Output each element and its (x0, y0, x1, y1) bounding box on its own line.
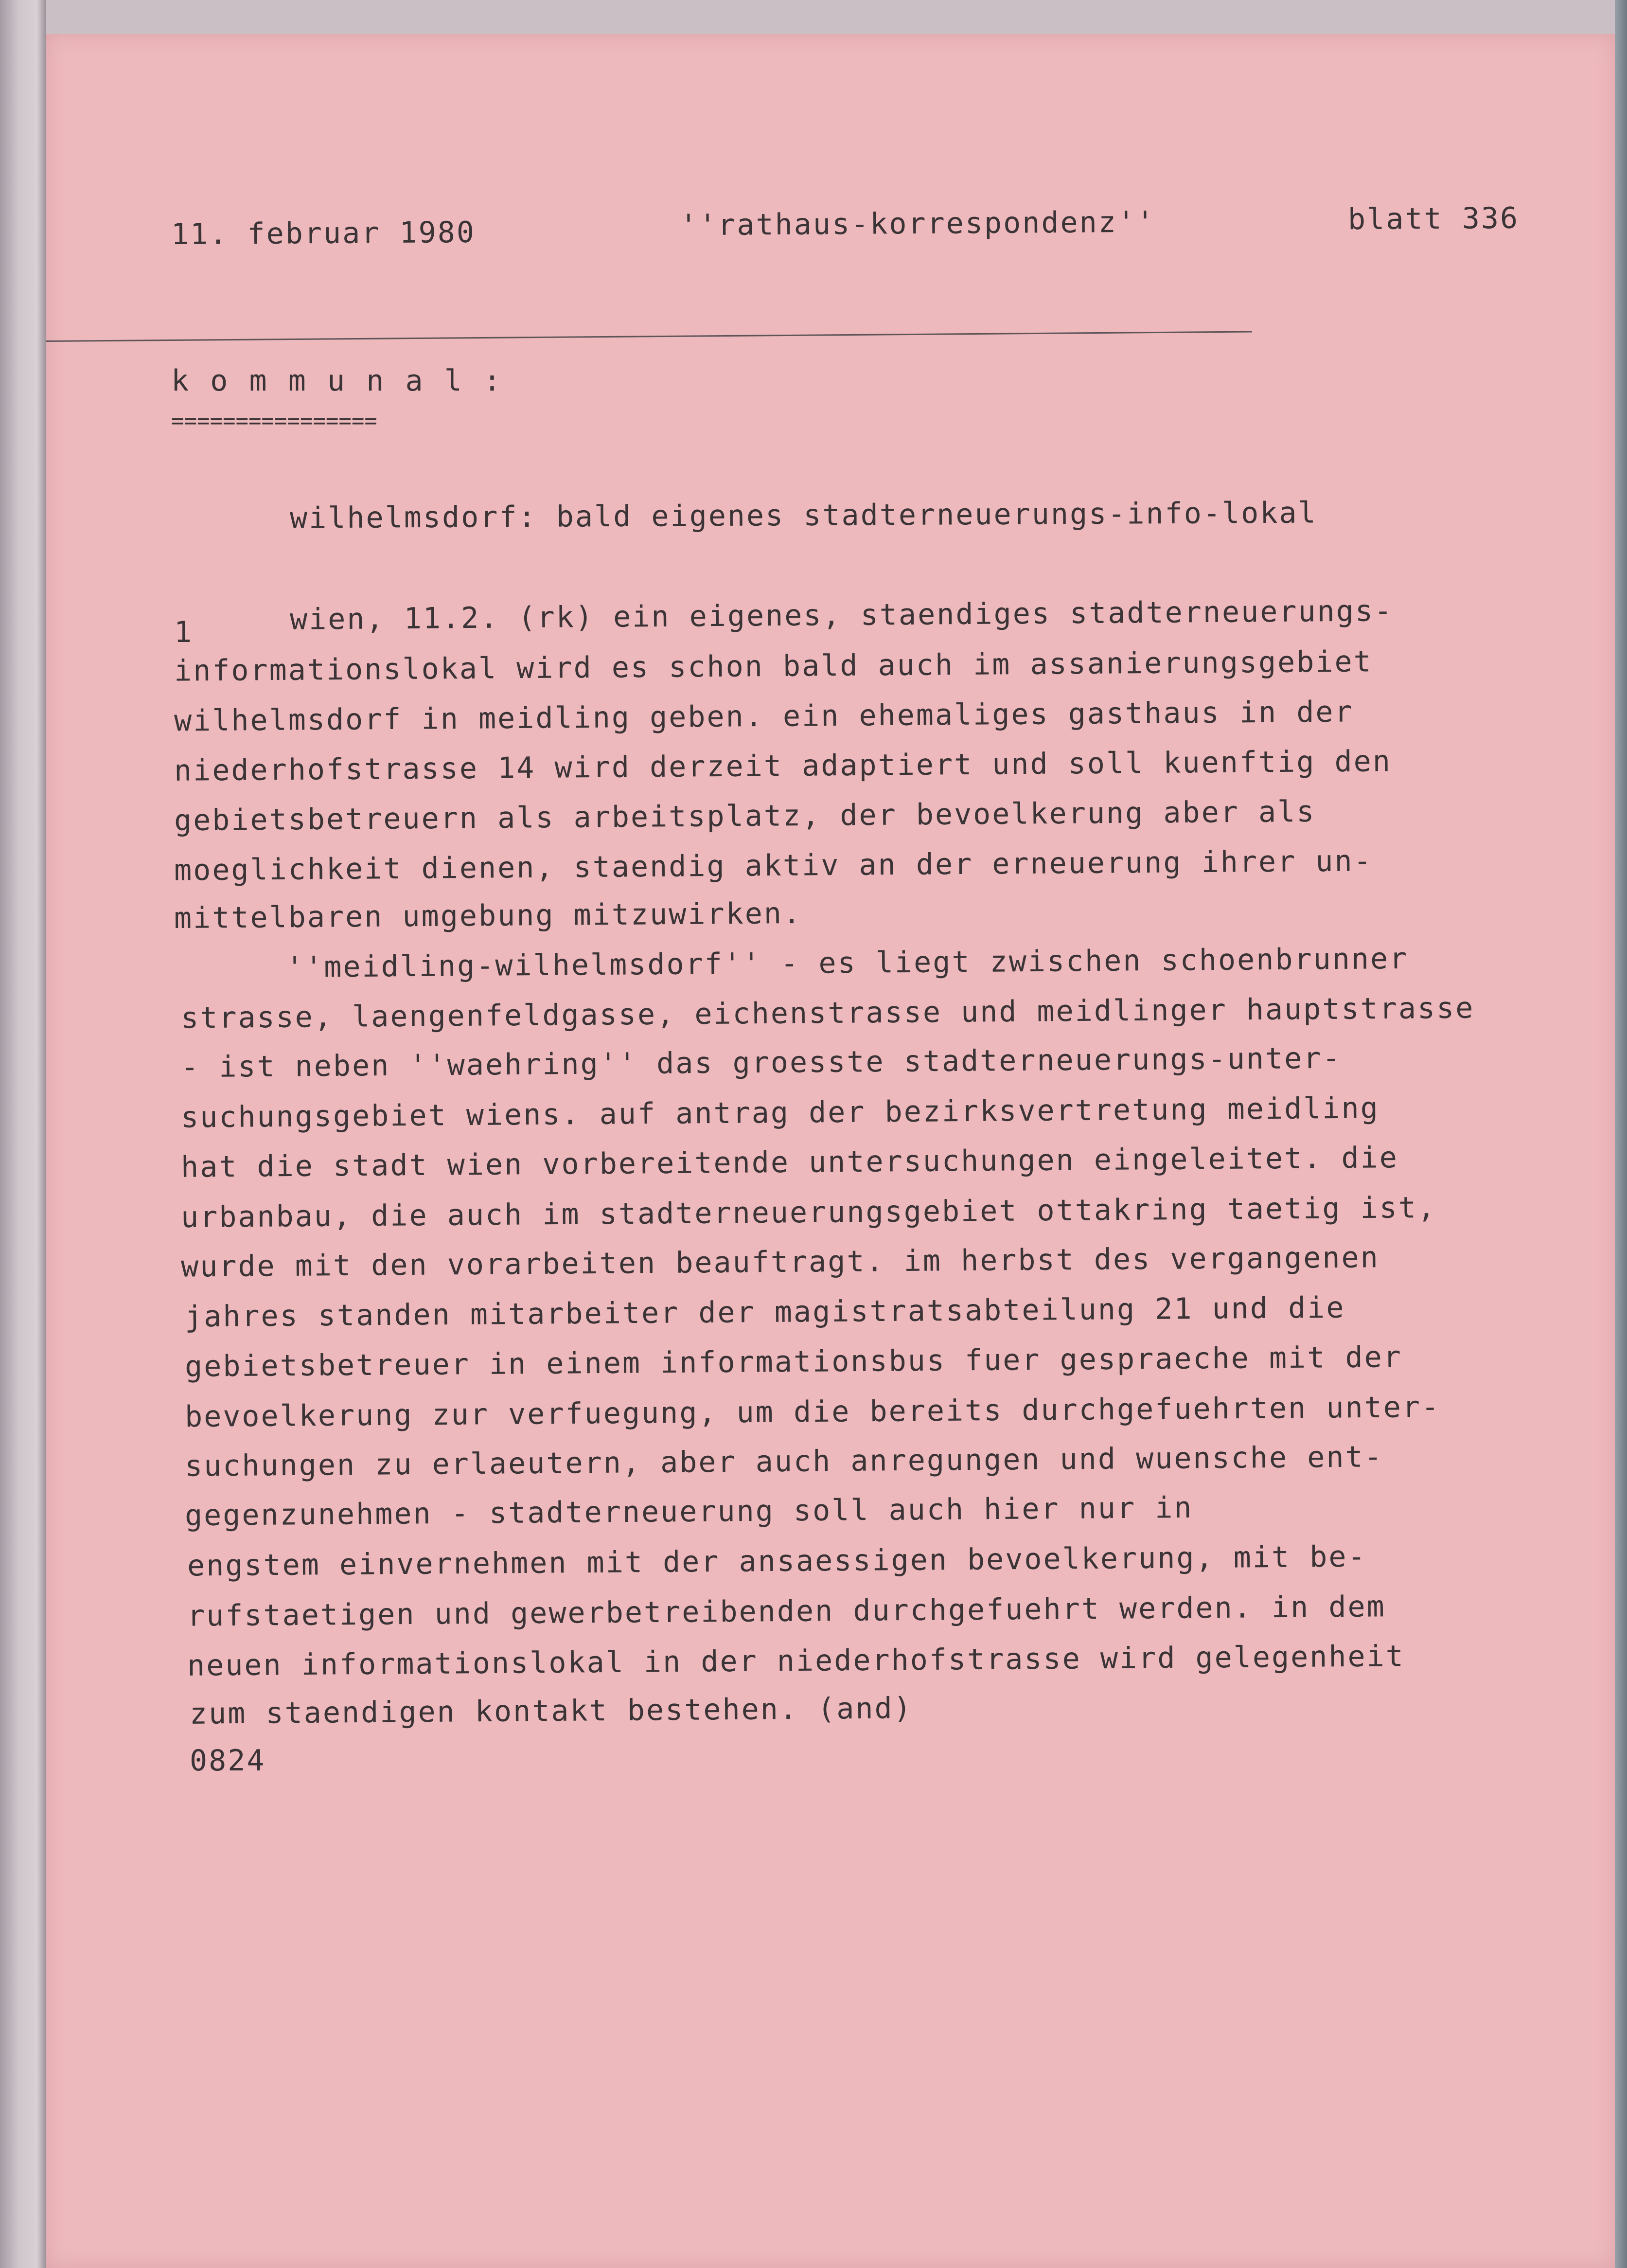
header-publication: ''rathaus-korrespondenz'' (679, 205, 1156, 243)
body-line: wien, 11.2. (rk) ein eigenes, staendiges stadterneuerungs- (289, 594, 1394, 637)
body-line: suchungen zu erlaeutern, aber auch anregungen und wuensche ent- (184, 1440, 1384, 1483)
body-line: zum staendigen kontakt bestehen. (and) (189, 1691, 913, 1731)
article-code: 0824 (190, 1744, 266, 1778)
header-sheet-number: blatt 336 (1347, 201, 1520, 237)
section-underline: ================ (171, 409, 377, 433)
body-line: engstem einvernehmen mit der ansaessigen bevoelkerung, mit be- (187, 1539, 1367, 1583)
article-number: 1 (174, 615, 194, 649)
body-line: gebietsbetreuer in einem informationsbus fuer gespraeche mit der (184, 1340, 1403, 1384)
body-line: suchungsgebiet wiens. auf antrag der bezirksvertretung meidling (180, 1091, 1380, 1135)
header-date: 11. februar 1980 (171, 215, 476, 252)
body-line: moeglichkeit dienen, staendig aktiv an der erneuerung ihrer un- (174, 844, 1373, 888)
body-line: gebietsbetreuern als arbeitsplatz, der bevoelkerung aber als (174, 794, 1316, 838)
article-headline: wilhelmsdorf: bald eigenes stadterneuerungs-info-lokal (289, 496, 1317, 536)
page-edge (1615, 0, 1627, 2268)
body-line: gegenzunehmen - stadterneuerung soll auch hier nur in (184, 1490, 1193, 1533)
body-line: informationslokal wird es schon bald auch im assanierungsgebiet (174, 644, 1373, 688)
section-title: k o m m u n a l : (171, 364, 503, 398)
body-line: - ist neben ''waehring'' das groesste stadterneuerungs-unter- (180, 1041, 1342, 1085)
body-line: neuen informationslokal in der niederhofstrasse wird gelegenheit (187, 1639, 1405, 1683)
body-line: wurde mit den vorarbeiten beauftragt. im herbst des vergangenen (180, 1240, 1380, 1284)
body-line: urbanbau, die auch im stadterneuerungsgebiet ottakring taetig ist, (180, 1190, 1437, 1235)
body-line: ''meidling-wilhelmsdorf'' - es liegt zwischen schoenbrunner (285, 941, 1409, 985)
body-line: jahres standen mitarbeiter der magistratsabteilung 21 und die (184, 1290, 1345, 1334)
body-line: strasse, laengenfeldgasse, eichenstrasse und meidlinger hauptstrasse (180, 991, 1475, 1036)
body-line: mittelbaren umgebung mitzuwirken. (174, 896, 802, 936)
body-line: rufstaetigen und gewerbetreibenden durchgefuehrt werden. in dem (187, 1589, 1386, 1633)
binder-spine (0, 0, 46, 2268)
body-line: bevoelkerung zur verfuegung, um die bereits durchgefuehrten unter- (184, 1390, 1441, 1434)
body-line: niederhofstrasse 14 wird derzeit adaptiert und soll kuenftig den (174, 744, 1392, 788)
body-line: wilhelmsdorf in meidling geben. ein ehemaliges gasthaus in der (174, 695, 1354, 738)
body-line: hat die stadt wien vorbereitende untersuchungen eingeleitet. die (180, 1141, 1399, 1184)
